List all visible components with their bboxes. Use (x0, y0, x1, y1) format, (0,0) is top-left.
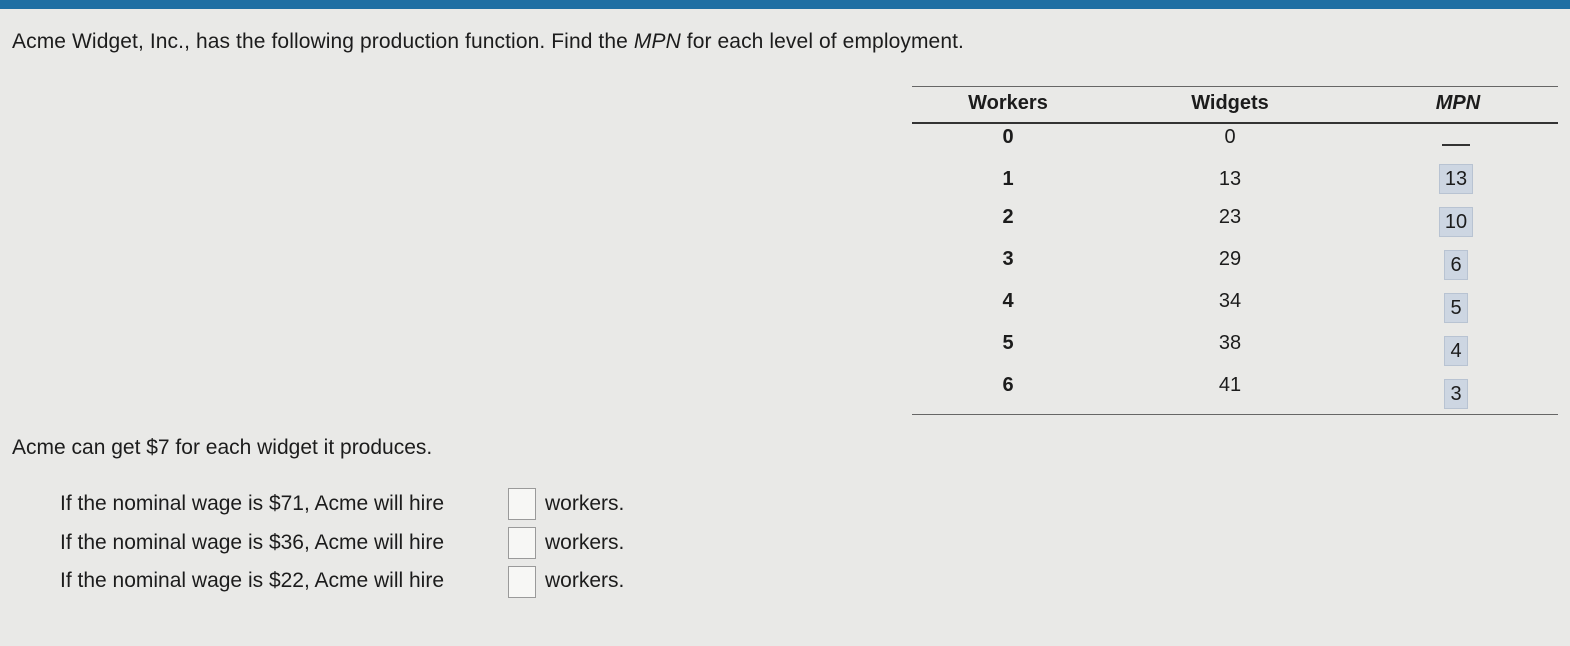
mpn-answer-3[interactable]: 6 (1444, 250, 1468, 280)
top-banner (0, 0, 1570, 9)
hire-input-2[interactable] (508, 527, 536, 559)
hire-input-3[interactable] (508, 566, 536, 598)
question-suffix: for each level of employment. (680, 30, 964, 53)
hire-prompt-3: If the nominal wage is $22, Acme will hire (60, 569, 445, 592)
table-header-rule (912, 122, 1558, 124)
table-bottom-rule (912, 414, 1558, 415)
mpn-answer-6[interactable]: 3 (1444, 379, 1468, 409)
mpn-answer-5[interactable]: 4 (1444, 336, 1468, 366)
mpn-answer-4[interactable]: 5 (1444, 293, 1468, 323)
cell-workers-4: 4 (1002, 290, 1014, 312)
mpn-answer-2[interactable]: 10 (1439, 207, 1473, 237)
question-prefix: Acme Widget, Inc., has the following production function. Find the (12, 30, 634, 53)
hire-prompt-2: If the nominal wage is $36, Acme will hire (60, 531, 445, 554)
hire-suffix-3: workers. (545, 569, 625, 592)
hire-suffix-2: workers. (545, 531, 625, 554)
header-workers: Workers (968, 92, 1048, 114)
cell-workers-3: 3 (1002, 248, 1014, 270)
cell-workers-0: 0 (1002, 126, 1014, 148)
price-statement: Acme can get $7 for each widget it produces. (12, 436, 433, 459)
production-table (912, 86, 1558, 416)
table-top-rule (912, 86, 1558, 87)
cell-workers-6: 6 (1002, 374, 1014, 396)
cell-widgets-6: 41 (1218, 374, 1242, 396)
cell-widgets-4: 34 (1218, 290, 1242, 312)
cell-workers-5: 5 (1002, 332, 1014, 354)
question-text (12, 30, 964, 54)
mpn-dash-0 (1442, 144, 1470, 146)
cell-workers-1: 1 (1002, 168, 1014, 190)
mpn-answer-1[interactable]: 13 (1439, 164, 1473, 194)
hire-prompt-1: If the nominal wage is $71, Acme will hire (60, 492, 445, 515)
cell-widgets-2: 23 (1218, 206, 1242, 228)
hire-suffix-1: workers. (545, 492, 625, 515)
cell-widgets-5: 38 (1218, 332, 1242, 354)
question-mpn-term: MPN (633, 30, 681, 53)
cell-widgets-0: 0 (1224, 126, 1236, 148)
cell-widgets-3: 29 (1218, 248, 1242, 270)
hire-input-1[interactable] (508, 488, 536, 520)
cell-widgets-1: 13 (1218, 168, 1242, 190)
header-widgets: Widgets (1191, 92, 1269, 114)
header-mpn: MPN (1435, 92, 1481, 114)
cell-workers-2: 2 (1002, 206, 1014, 228)
